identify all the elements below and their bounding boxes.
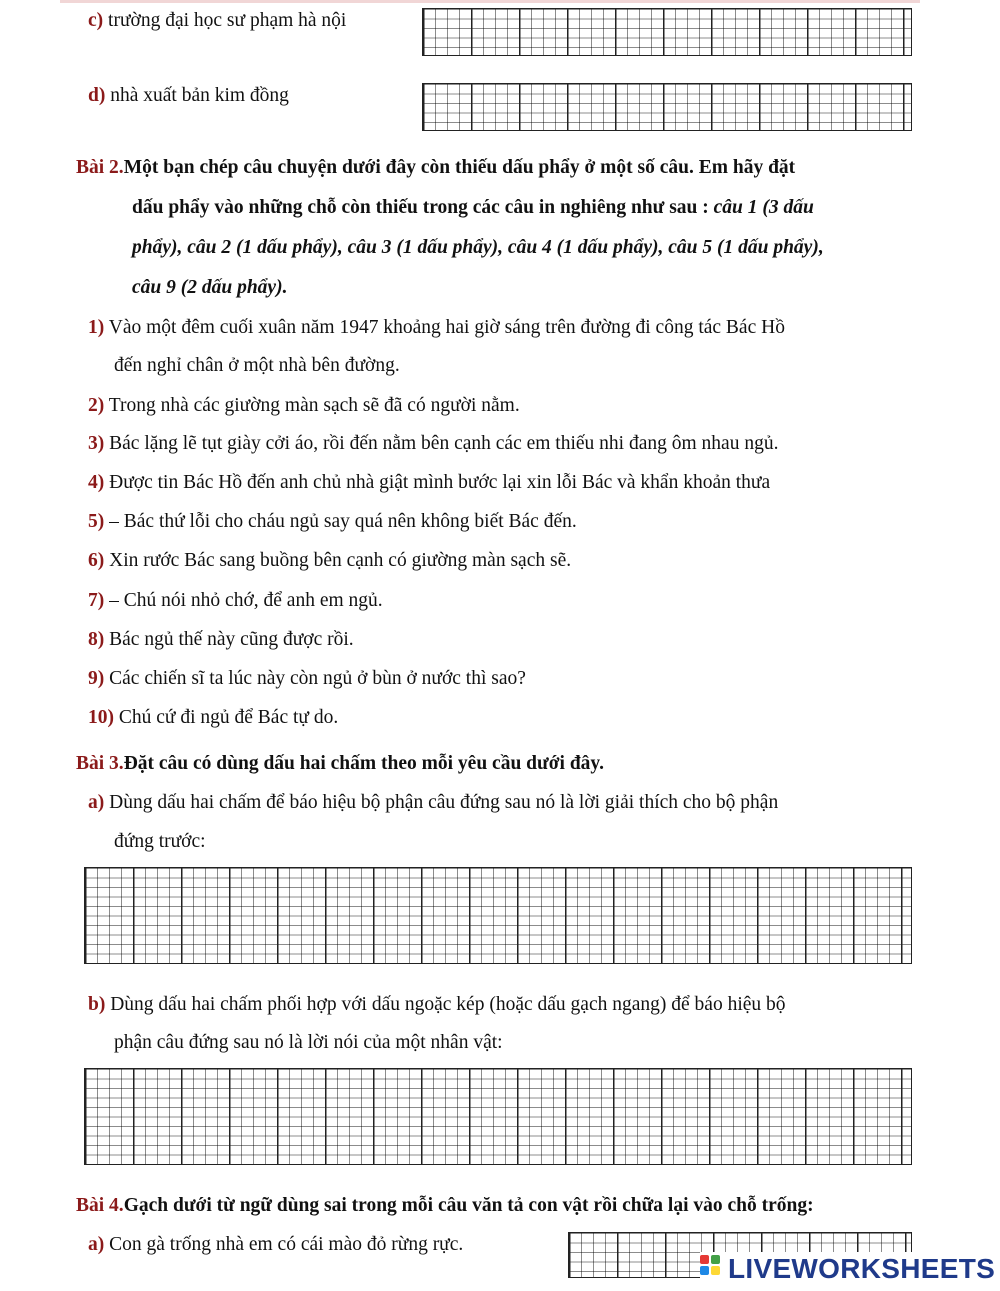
sentence-text: Trong nhà các giường màn sạch sẽ đã có người nằm. [108,395,520,416]
story-sentence-3 [88,431,778,457]
sentence-text: Xin rước Bác sang buồng bên cạnh có giường màn sạch sẽ. [109,550,572,571]
sentence-text: Chú cứ đi ngủ để Bác tự do. [118,707,339,728]
exercise-label: Bài 3. [76,753,124,774]
sentence-number: 10) [88,707,114,728]
item-label: c) [88,10,104,31]
sentence-number: 1) [88,317,105,338]
bai3-item-a-cont: đứng trước: [114,831,206,852]
sentence-number: 7) [88,590,105,611]
liveworksheets-logo[interactable] [700,1252,995,1286]
sentence-text: Bác ngủ thế này cũng được rồi. [109,629,354,650]
story-sentence-9 [88,666,526,692]
bai2-heading-line3: phẩy), câu 2 (1 dấu phẩy), câu 3 (1 dấu phẩy), câu 4 (1 dấu phẩy), câu 5 (1 dấu phẩy), [132,237,824,258]
sentence-number: 2) [88,395,105,416]
story-sentence-5 [88,509,577,535]
bai4-heading [76,1193,814,1219]
page-top-border [60,0,920,3]
bai2-heading-line4: câu 9 (2 dấu phẩy). [132,277,288,298]
exercise-title: Một bạn chép câu chuyện dưới đây còn thiếu dấu phẩy ở một số câu. Em hãy đặt [123,157,796,178]
item-label: d) [88,85,106,106]
item-label: a) [88,1234,105,1255]
sentence-number: 3) [88,433,105,454]
item-label: b) [88,994,106,1015]
heading-text: dấu phẩy vào những chỗ còn thiếu trong các câu in nghiêng như sau : [132,197,714,218]
heading-italic: câu 1 (3 dấu [713,197,814,218]
item-text: Dùng dấu hai chấm phối hợp với dấu ngoặc kép (hoặc dấu gạch ngang) để báo hiệu bộ [110,994,786,1015]
bai1-item-d [88,83,289,109]
story-sentence-4 [88,470,770,496]
exercise-label: Bài 2. [76,157,124,178]
item-text: trường đại học sư phạm hà nội [108,10,347,31]
story-sentence-2 [88,393,520,419]
sentence-text: Vào một đêm cuối xuân năm 1947 khoảng hai giờ sáng trên đường đi công tác Bác Hồ [108,317,785,338]
sentence-text: – Bác thứ lỗi cho cháu ngủ say quá nên không biết Bác đến. [109,511,577,532]
bai3-item-b [88,992,786,1018]
sentence-number: 8) [88,629,105,650]
sentence-text: – Chú nói nhỏ chớ, để anh em ngủ. [109,590,383,611]
bai4-item-a [88,1232,463,1258]
bai2-heading [76,155,795,181]
bai3-heading [76,751,604,777]
exercise-title: Gạch dưới từ ngữ dùng sai trong mỗi câu văn tả con vật rồi chữa lại vào chỗ trống: [123,1195,814,1216]
answer-grid-d[interactable] [422,83,912,131]
answer-grid-c[interactable] [422,8,912,56]
story-sentence-7 [88,588,383,614]
story-sentence-10 [88,705,338,731]
item-text: nhà xuất bản kim đồng [110,85,289,106]
answer-grid-bai3-b[interactable] [84,1068,912,1165]
item-text: Dùng dấu hai chấm để báo hiệu bộ phận câu đứng sau nó là lời giải thích cho bộ phận [109,792,779,813]
bai3-item-b-cont: phận câu đứng sau nó là lời nói của một nhân vật: [114,1032,503,1053]
sentence-number: 5) [88,511,105,532]
sentence-number: 6) [88,550,105,571]
story-sentence-8 [88,627,354,653]
liveworksheets-mark-icon [700,1255,722,1283]
item-text: Con gà trống nhà em có cái mào đỏ rừng rực. [109,1234,464,1255]
exercise-title: Đặt câu có dùng dấu hai chấm theo mỗi yêu cầu dưới đây. [123,753,604,774]
bai1-item-c [88,8,346,34]
sentence-number: 9) [88,668,105,689]
answer-grid-bai3-a[interactable] [84,867,912,964]
sentence-text: Các chiến sĩ ta lúc này còn ngủ ở bùn ở nước thì sao? [109,668,526,689]
bai3-item-a [88,790,778,816]
sentence-text: Bác lặng lẽ tụt giày cởi áo, rồi đến nằm bên cạnh các em thiếu nhi đang ôm nhau ngủ. [109,433,779,454]
story-sentence-6 [88,548,571,574]
story-sentence-1-cont: đến nghỉ chân ở một nhà bên đường. [114,355,400,376]
sentence-text: Được tin Bác Hồ đến anh chủ nhà giật mình bước lại xin lỗi Bác và khẩn khoản thưa [109,472,771,493]
brand-name: LIVEWORKSHEETS [728,1253,996,1284]
sentence-number: 4) [88,472,105,493]
bai2-heading-line2 [132,195,814,221]
exercise-label: Bài 4. [76,1195,124,1216]
story-sentence-1 [88,315,785,341]
item-label: a) [88,792,105,813]
